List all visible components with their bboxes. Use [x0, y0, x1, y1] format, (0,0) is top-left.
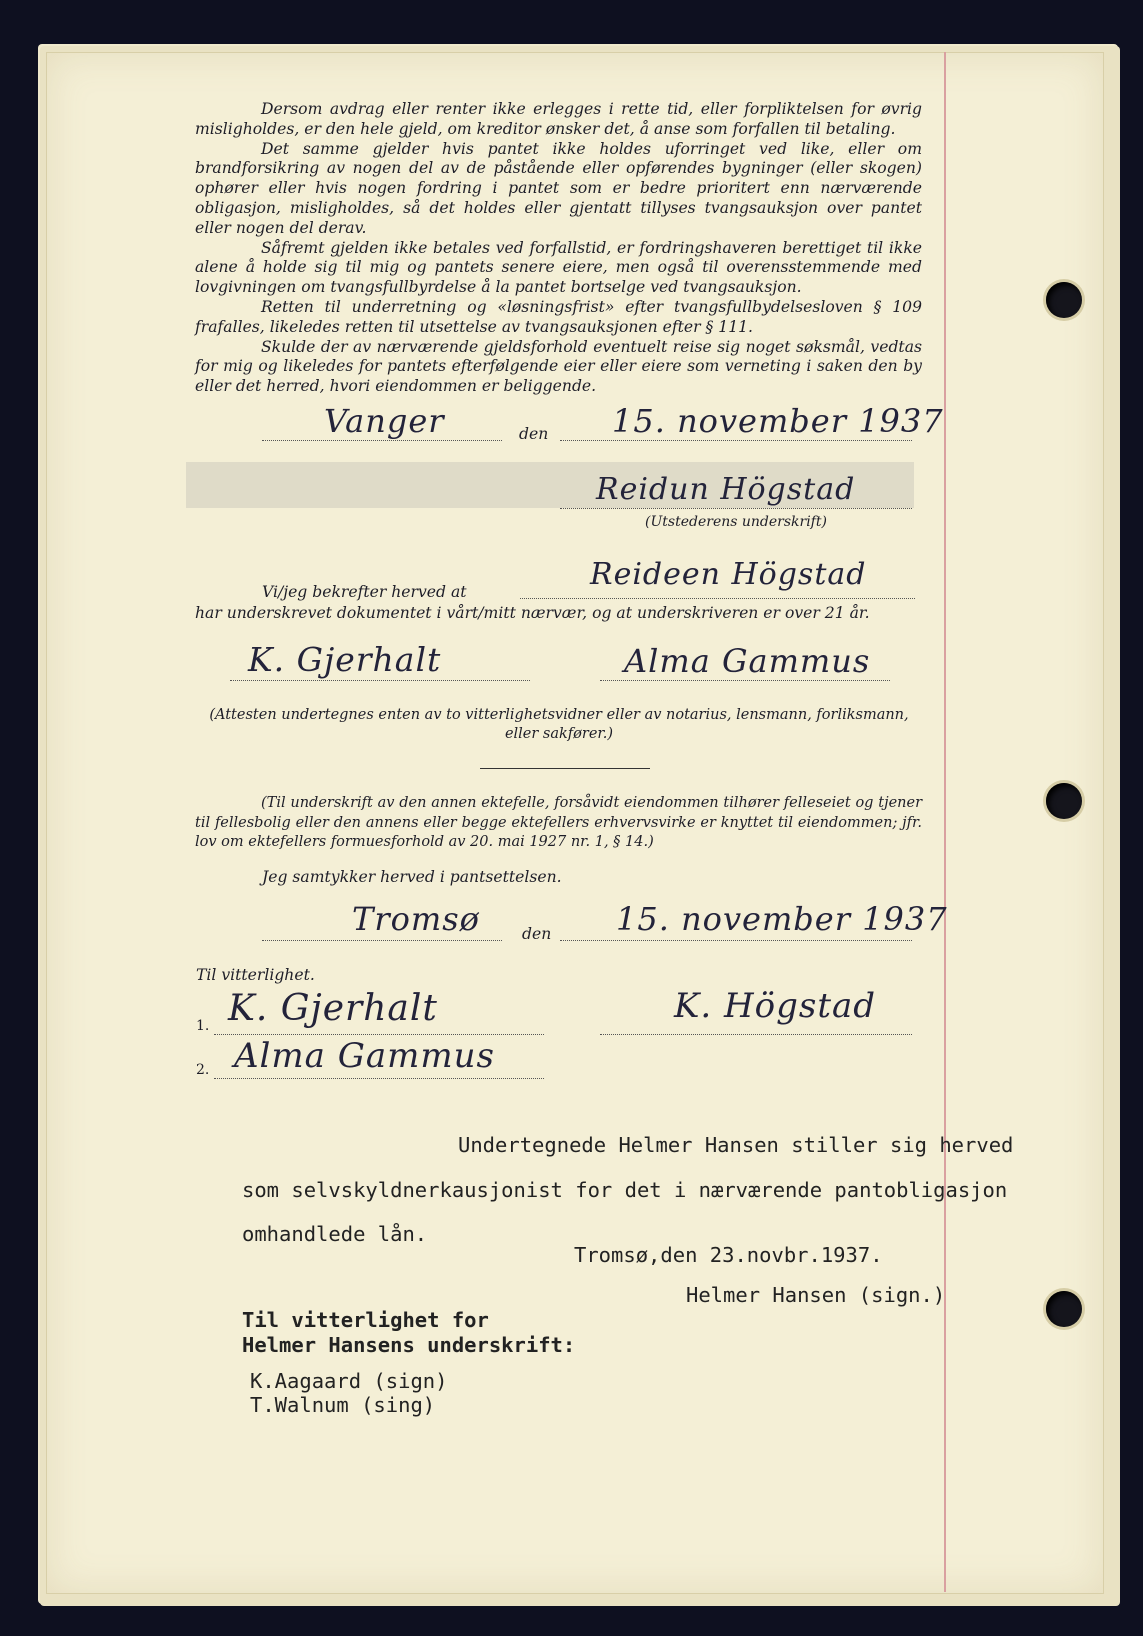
- typed-date-line: Tromsø,den 23.novbr.1937.: [574, 1243, 883, 1267]
- typed-witness2: T.Walnum (sing): [250, 1393, 436, 1417]
- issuer-signature-line: [560, 508, 912, 509]
- terms-paragraph: Såfremt gjelden ikke betales ved forfallstid, er fordringshaveren berettiget til ikke alene å holde sig til mig og pantets senere eiere, men også til overensstemmende med lovgivningen om tvangsfullbyrdelse å la pantet bortselge ved tvangsauksjon.: [195, 238, 922, 297]
- date-handwritten: 15. november 1937: [612, 402, 944, 440]
- consent-date-line: [560, 940, 912, 941]
- witness-number-1: 1.: [196, 1018, 210, 1034]
- typed-guarantee-line1: Undertegnede Helmer Hansen stiller sig herved: [458, 1133, 1014, 1157]
- spouse-signature-line: [600, 1034, 912, 1035]
- date-line: [560, 440, 912, 441]
- witness-label: Til vitterlighet.: [196, 966, 315, 984]
- spouse-note: [195, 794, 922, 853]
- issuer-caption: (Utstederens underskrift): [645, 514, 827, 530]
- witness-number-2: 2.: [196, 1062, 210, 1078]
- confirmation-label: Vi/jeg bekrefter herved at: [262, 583, 467, 601]
- confirmation-name-line: [520, 598, 915, 599]
- typed-guarantee-line2: som selvskyldnerkausjonist for det i nærværende pantobligasjon: [242, 1178, 1008, 1202]
- confirmation-name: Reideen Högstad: [590, 557, 867, 592]
- separator-rule: [480, 768, 650, 769]
- typed-signature: Helmer Hansen (sign.): [686, 1283, 946, 1307]
- confirmation-statement: har underskrevet dokumentet i vårt/mitt nærvær, og at underskriveren er over 21 år.: [195, 604, 870, 622]
- spouse-signature: K. Högstad: [674, 986, 877, 1026]
- consent-witness2-line: [214, 1078, 544, 1079]
- consent-date-handwritten: 15. november 1937: [616, 900, 948, 938]
- witness1-signature: K. Gjerhalt: [248, 640, 442, 679]
- terms-paragraph: Skulde der av nærværende gjeldsforhold eventuelt reise sig noget søksmål, vedtas for mig og likeledes for pantets efterfølgende eier eller eiere som verneting i saken den by eller det herred, hvori eiendommen er beliggende.: [195, 337, 922, 396]
- typed-witness-heading1: Til vitterlighet for: [242, 1308, 489, 1332]
- spouse-note-text: (Til underskrift av den annen ektefelle, forsåvidt eiendommen tilhører felleseiet og tjener til fellesbolig eller den annens eller begge ektefellers erhvervsvirke er knyttet til eiendommen; jfr. lov om ektefellers formuesforhold av 20. mai 1927 nr. 1, § 14.): [195, 795, 922, 851]
- consent-witness1-line: [214, 1034, 544, 1035]
- consent-place-line: [262, 940, 502, 941]
- typed-witness1: K.Aagaard (sign): [250, 1369, 448, 1393]
- witness1-line: [230, 680, 530, 681]
- typed-witness-heading2: Helmer Hansens underskrift:: [242, 1333, 576, 1357]
- witness2-line: [600, 680, 890, 681]
- attestation-note: (Attesten undertegnes enten av to vitterlighetsvidner eller av notarius, lensmann, forliksmann, eller sakfører.): [209, 707, 909, 742]
- consent-place-handwritten: Tromsø: [352, 900, 480, 938]
- issuer-signature: Reidun Högstad: [596, 472, 856, 507]
- place-handwritten: Vanger: [324, 402, 445, 440]
- punch-hole-middle: [1046, 783, 1082, 819]
- punch-hole-bottom: [1046, 1291, 1082, 1327]
- punch-hole-top: [1046, 282, 1082, 318]
- margin-line: [944, 52, 946, 1592]
- consent-witness2-signature: Alma Gammus: [234, 1036, 496, 1076]
- terms-paragraph: Det samme gjelder hvis pantet ikke holdes uforringet ved like, eller om brandforsikring av nogen del av de påstående eller opførendes bygninger (eller skogen) ophører eller hvis nogen fordring i pantet som er bedre prioritert enn nærværende obligasjon, misligholdes, så det holdes eller gjentatt tillyses tvangsauksjon over pantet eller nogen del derav.: [195, 139, 922, 237]
- terms-paragraph: Dersom avdrag eller renter ikke erlegges i rette tid, eller forpliktelsen for øvrig misligholdes, er den hele gjeld, om kreditor ønsker det, å anse som forfallen til betaling.: [195, 100, 922, 138]
- typed-guarantee-line3: omhandlede lån.: [242, 1222, 428, 1246]
- terms-paragraph: Retten til underretning og «løsningsfrist» efter tvangsfullbydelsesloven § 109 frafalles, likeledes retten til utsettelse av tvangsauksjonen efter § 111.: [195, 297, 922, 336]
- witness2-signature: Alma Gammus: [624, 642, 871, 680]
- consent-witness1-signature: K. Gjerhalt: [228, 988, 438, 1029]
- consent-den-label: den: [522, 925, 552, 943]
- consent-text: Jeg samtykker herved i pantsettelsen.: [262, 868, 562, 886]
- place-line: [262, 440, 502, 441]
- den-label: den: [519, 425, 549, 443]
- terms-text: [195, 100, 922, 397]
